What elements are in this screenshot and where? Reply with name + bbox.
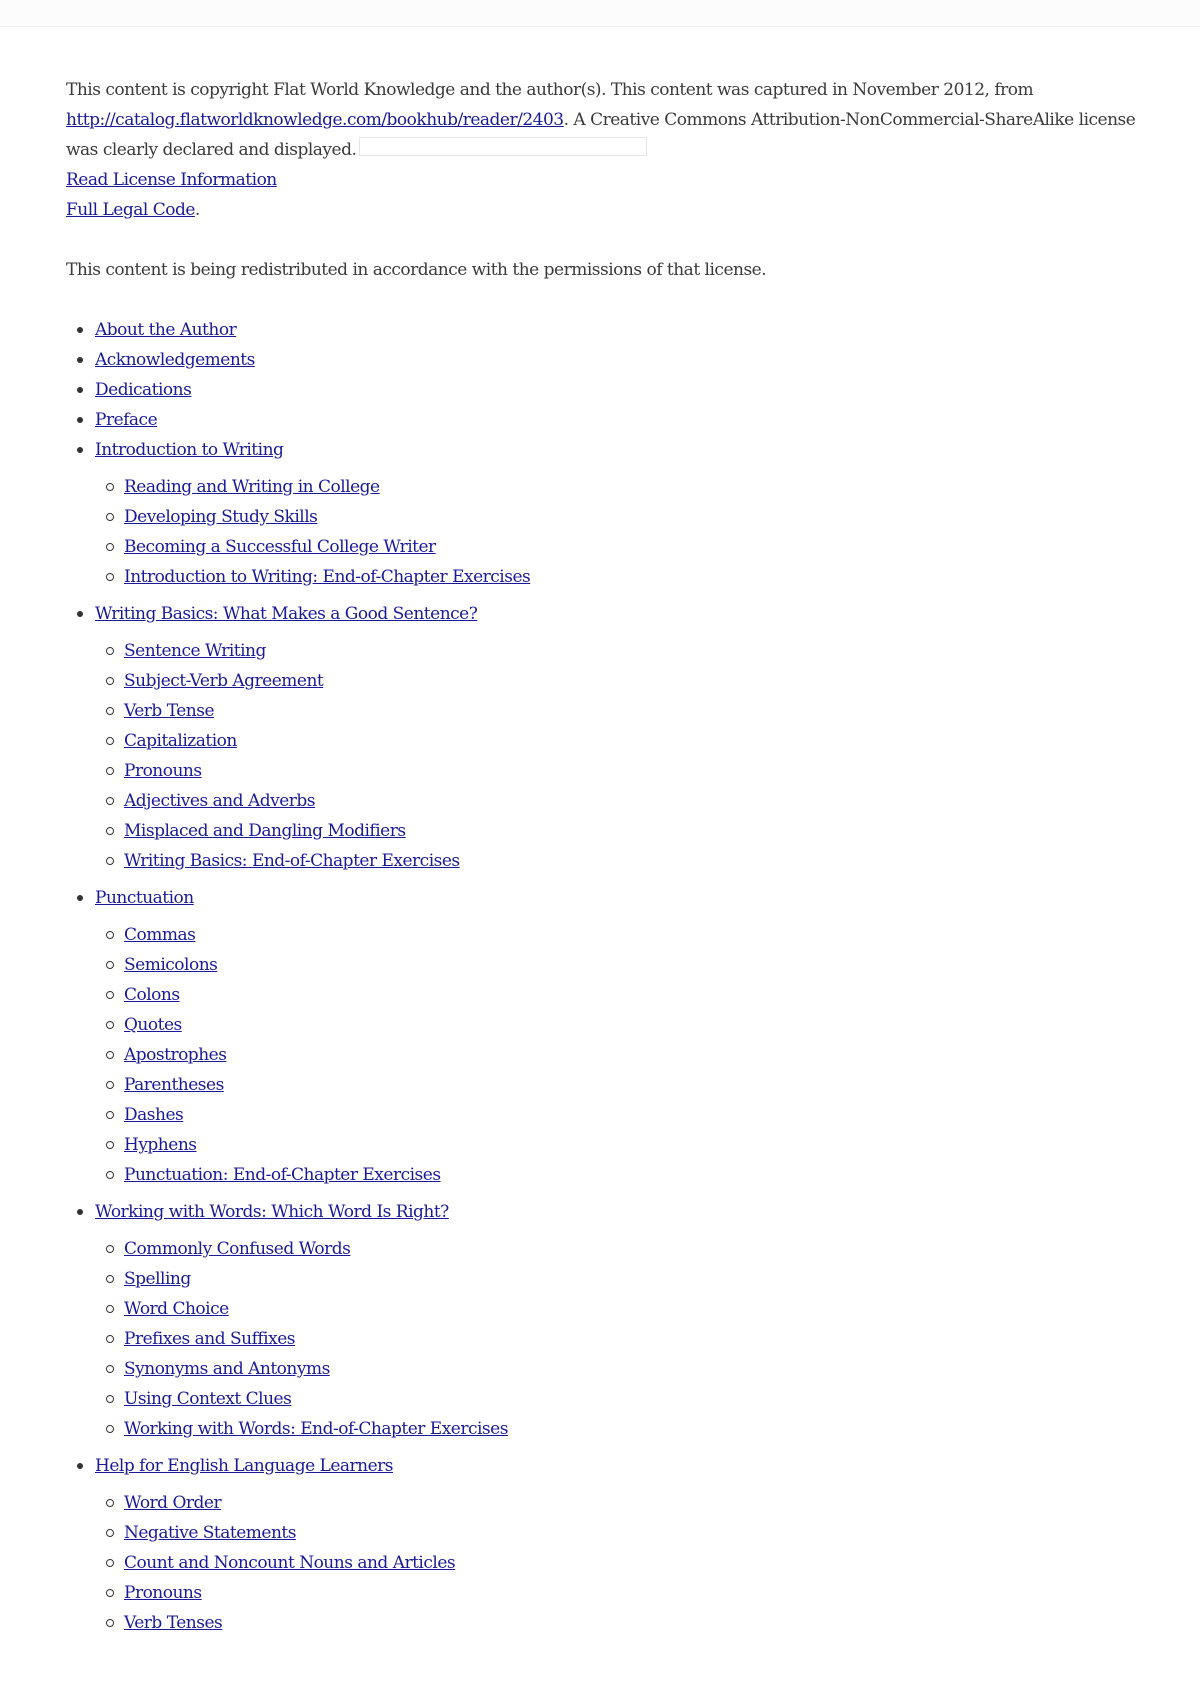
toc-subitem <box>95 920 1146 950</box>
toc-sublink[interactable]: Negative Statements <box>124 1523 296 1543</box>
toc-subitem <box>95 1234 1146 1264</box>
toc-link[interactable]: Writing Basics: What Makes a Good Sentence? <box>95 604 478 624</box>
toc-sublist <box>95 1488 1146 1638</box>
toc-sublink[interactable]: Semicolons <box>124 955 218 975</box>
toc-item <box>66 883 1146 1190</box>
toc-sublink[interactable]: Word Choice <box>124 1299 229 1319</box>
toc-link[interactable]: Help for English Language Learners <box>95 1456 394 1476</box>
toc-subitem <box>95 1354 1146 1384</box>
toc-subitem <box>95 980 1146 1010</box>
toc-sublink[interactable]: Colons <box>124 985 180 1005</box>
toc-subitem <box>95 1100 1146 1130</box>
toc-subitem <box>95 666 1146 696</box>
toc-sublink[interactable]: Word Order <box>124 1493 222 1513</box>
toc-subitem <box>95 562 1146 592</box>
toc-sublink[interactable]: Sentence Writing <box>124 641 266 661</box>
toc-subitem <box>95 846 1146 876</box>
toc-link[interactable]: Acknowledgements <box>95 350 255 370</box>
toc-sublink[interactable]: Developing Study Skills <box>124 507 318 527</box>
toc-subitem <box>95 786 1146 816</box>
license-paragraph <box>66 75 1146 165</box>
toc-sublink[interactable]: Verb Tense <box>124 701 215 721</box>
toc-subitem <box>95 1578 1146 1608</box>
toc-subitem <box>95 472 1146 502</box>
legal-code-line <box>66 195 1146 225</box>
toc-sublink[interactable]: Prefixes and Suffixes <box>124 1329 295 1349</box>
toc-sublink[interactable]: Spelling <box>124 1269 191 1289</box>
toc-sublink[interactable]: Becoming a Successful College Writer <box>124 537 436 557</box>
toc-item <box>66 345 1146 375</box>
toc-subitem <box>95 1518 1146 1548</box>
toc-sublink[interactable]: Misplaced and Dangling Modifiers <box>124 821 406 841</box>
license-badge-image <box>359 137 647 156</box>
toc-sublink[interactable]: Commonly Confused Words <box>124 1239 351 1259</box>
toc-sublink[interactable]: Introduction to Writing: End-of-Chapter Exercises <box>124 567 531 587</box>
toc-subitem <box>95 636 1146 666</box>
document-content <box>66 75 1146 1645</box>
toc-sublink[interactable]: Using Context Clues <box>124 1389 292 1409</box>
toc-item <box>66 405 1146 435</box>
toc-item <box>66 315 1146 345</box>
toc-sublist <box>95 636 1146 876</box>
toc-sublink[interactable]: Hyphens <box>124 1135 197 1155</box>
toc-link[interactable]: Introduction to Writing <box>95 440 284 460</box>
toc-subitem <box>95 726 1146 756</box>
toc-subitem <box>95 1040 1146 1070</box>
toc-sublink[interactable]: Adjectives and Adverbs <box>124 791 315 811</box>
toc-item <box>66 375 1146 405</box>
toc-subitem <box>95 816 1146 846</box>
toc-subitem <box>95 756 1146 786</box>
toc-link[interactable]: Dedications <box>95 380 192 400</box>
source-link[interactable]: http://catalog.flatworldknowledge.com/bookhub/reader/2403 <box>66 110 564 130</box>
toc-sublink[interactable]: Quotes <box>124 1015 182 1035</box>
license-text-end: . A Creative Commons Attribution-NonCommercial-ShareAlike license was clearly declared and displayed. <box>66 110 1136 160</box>
toc-subitem <box>95 1070 1146 1100</box>
toc-subitem <box>95 502 1146 532</box>
toc-subitem <box>95 1130 1146 1160</box>
toc-link[interactable]: Punctuation <box>95 888 194 908</box>
toc-subitem <box>95 1488 1146 1518</box>
legal-code-suffix: . <box>194 200 200 220</box>
toc-sublink[interactable]: Reading and Writing in College <box>124 477 380 497</box>
toc-subitem <box>95 1384 1146 1414</box>
toc-sublink[interactable]: Capitalization <box>124 731 237 751</box>
toc-subitem <box>95 1160 1146 1190</box>
toc-sublink[interactable]: Verb Tenses <box>124 1613 223 1633</box>
toc-sublink[interactable]: Working with Words: End-of-Chapter Exercises <box>124 1419 508 1439</box>
toc-subitem <box>95 1294 1146 1324</box>
toc-sublink[interactable]: Parentheses <box>124 1075 224 1095</box>
toc-sublink[interactable]: Commas <box>124 925 196 945</box>
toc-sublink[interactable]: Pronouns <box>124 761 202 781</box>
toc-subitem <box>95 1548 1146 1578</box>
toc-sublink[interactable]: Punctuation: End-of-Chapter Exercises <box>124 1165 441 1185</box>
toc-sublink[interactable]: Apostrophes <box>124 1045 227 1065</box>
toc-sublink[interactable]: Subject-Verb Agreement <box>124 671 324 691</box>
license-text-start: This content is copyright Flat World Knowledge and the author(s). This content was captured in November 2012, from <box>66 80 1034 100</box>
toc-subitem <box>95 1010 1146 1040</box>
table-of-contents <box>66 315 1146 1638</box>
read-license-link[interactable]: Read License Information <box>66 170 277 190</box>
toc-sublink[interactable]: Writing Basics: End-of-Chapter Exercises <box>124 851 460 871</box>
toc-subitem <box>95 696 1146 726</box>
toc-sublist <box>95 1234 1146 1444</box>
top-bar <box>0 0 1200 27</box>
toc-link[interactable]: Preface <box>95 410 158 430</box>
toc-subitem <box>95 1414 1146 1444</box>
redistribution-note: This content is being redistributed in accordance with the permissions of that license. <box>66 260 767 280</box>
full-legal-code-link[interactable]: Full Legal Code <box>66 200 195 220</box>
toc-item <box>66 435 1146 592</box>
toc-item <box>66 1197 1146 1444</box>
toc-item <box>66 1451 1146 1638</box>
toc-sublist <box>95 472 1146 592</box>
toc-link[interactable]: About the Author <box>95 320 237 340</box>
toc-subitem <box>95 532 1146 562</box>
toc-sublink[interactable]: Dashes <box>124 1105 184 1125</box>
license-info-line <box>66 165 1146 195</box>
toc-subitem <box>95 1608 1146 1638</box>
toc-subitem <box>95 950 1146 980</box>
toc-sublist <box>95 920 1146 1190</box>
toc-item <box>66 599 1146 876</box>
toc-sublink[interactable]: Pronouns <box>124 1583 202 1603</box>
toc-link[interactable]: Working with Words: Which Word Is Right? <box>95 1202 449 1222</box>
toc-sublink[interactable]: Synonyms and Antonyms <box>124 1359 330 1379</box>
toc-sublink[interactable]: Count and Noncount Nouns and Articles <box>124 1553 456 1573</box>
toc-subitem <box>95 1264 1146 1294</box>
toc-subitem <box>95 1324 1146 1354</box>
